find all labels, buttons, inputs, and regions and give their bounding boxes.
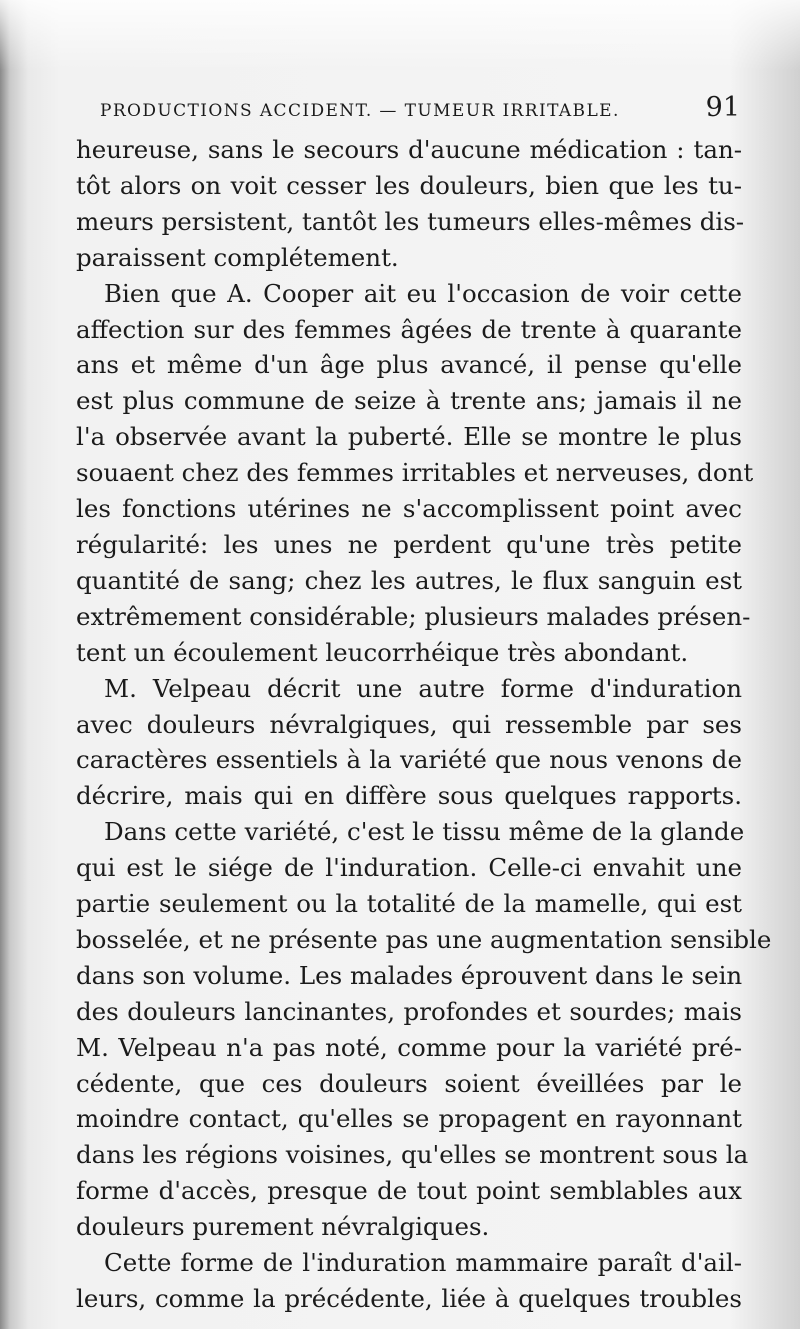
page-number: 91 [705,92,740,123]
text-line: dans son volume. Les malades éprouvent dans le sein [76,960,743,990]
text-line: bosselée, et ne présente pas une augmentation sensible [76,924,772,954]
text-line: heureuse, sans le secours d'aucune médication : tan- [76,135,742,164]
text-line: cédente, que ces douleurs soient éveillées par le [76,1068,742,1098]
text-line: M. Velpeau n'a pas noté, comme pour la variété pré- [76,1032,742,1062]
text-line: est plus commune de seize à trente ans; jamais il ne [76,386,742,416]
text-line: quantité de sang; chez les autres, le flux sanguin est [76,565,742,595]
text-line: régularité: les unes ne perdent qu'une très petite [76,529,742,559]
text-line: forme d'accès, presque de tout point semblables aux [76,1176,742,1206]
text-line: meurs persistent, tantôt les tumeurs elles-mêmes dis- [76,206,745,236]
text-line: douleurs purement névralgiques. [76,1212,490,1242]
text-line: les fonctions utérines ne s'accomplissent point avec [76,494,742,524]
paragraph-first-line: Dans cette variété, c'est le tissu même de la glande [104,817,745,847]
text-line: moindre contact, qu'elles se propagent en rayonnant [76,1104,742,1134]
text-line: extrêmement considérable; plusieurs malades présen- [76,601,751,631]
text-line: caractères essentiels à la variété que nous venons de [76,745,742,775]
body-text [76,132,772,1317]
text-line: avec douleurs névralgiques, qui ressemble par ses [76,709,742,739]
text-line: tent un écoulement leucorrhéique très abondant. [76,637,689,667]
text-line: souaent chez des femmes irritables et nerveuses, dont [76,458,754,488]
text-line: tôt alors on voit cesser les douleurs, bien que les tu- [76,170,742,200]
text-line: des douleurs lancinantes, profondes et sourdes; mais [76,996,742,1026]
text-line: partie seulement ou la totalité de la mamelle, qui est [76,889,742,919]
text-line: l'a observée avant la puberté. Elle se montre le plus [76,422,742,452]
page-header [100,92,740,128]
text-line: dans les régions voisines, qu'elles se montrent sous la [76,1140,749,1170]
paragraph-first-line: M. Velpeau décrit une autre forme d'induration [104,673,742,703]
text-line: décrire, mais qui en diffère sous quelques rapports. [76,781,742,811]
paragraph-first-line: Cette forme de l'induration mammaire paraît d'ail- [104,1248,742,1278]
text-line: paraissent complétement. [76,242,399,272]
text-line: leurs, comme la précédente, liée à quelques troubles [76,1284,742,1313]
text-line: ans et même d'un âge plus avancé, il pense qu'elle [76,350,742,380]
text-line: qui est le siége de l'induration. Celle-ci envahit une [76,853,742,883]
running-head: PRODUCTIONS ACCIDENT. — TUMEUR IRRITABLE. [100,101,620,121]
text-line: affection sur des femmes âgées de trente à quarante [76,314,742,344]
paragraph-first-line: Bien que A. Cooper ait eu l'occasion de voir cette [104,278,742,308]
